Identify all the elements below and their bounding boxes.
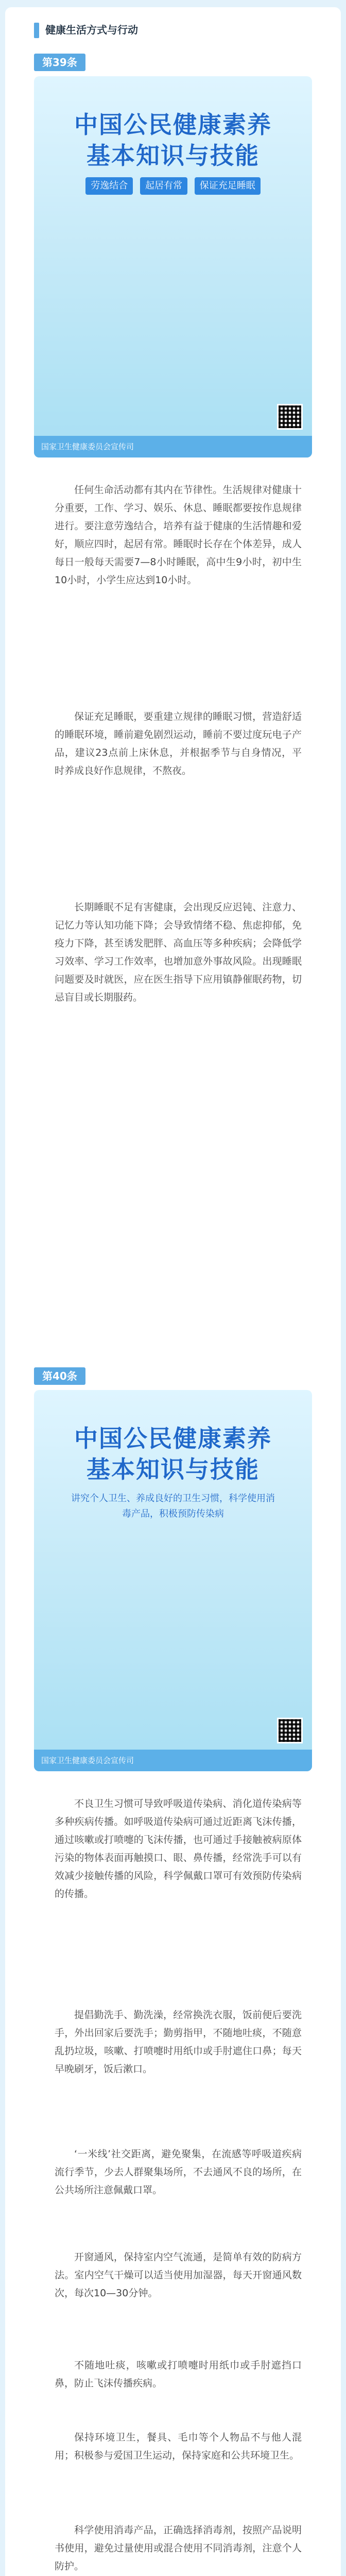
page-header (5, 7, 341, 49)
poster-title (34, 109, 312, 171)
poster-footer: 国家卫生健康委员会宣传司 (34, 1750, 312, 1771)
poster-image (34, 1390, 312, 1771)
paragraph: 保证充足睡眠，要重建立规律的睡眠习惯，营造舒适的睡眠环境，睡前避免剧烈运动，睡前不要过度玩电子产品，建议23点前上床休息，并根据季节与自身情况，平时养成良好作息规律，不熬夜。 (55, 711, 302, 776)
poster-title-line: 基本知识与技能 (86, 142, 260, 170)
poster-subtitle: 讲究个人卫生、养成良好的卫生习惯，科学使用消毒产品，积极预防传染病 (71, 1493, 275, 1519)
poster-title-line: 中国公民健康素养 (74, 1425, 272, 1452)
paragraph: ‘一米线’社交距离，避免聚集，在流感等呼吸道疾病流行季节，少去人群聚集场所，不去通风不良的场所，在公共场所注意佩戴口罩。 (55, 2148, 302, 2196)
poster-title-line: 中国公民健康素养 (74, 111, 272, 139)
paragraph: 任何生命活动都有其内在节律性。生活规律对健康十分重要，工作、学习、娱乐、休息、睡眠都要按作息规律进行。要注意劳逸结合，培养有益于健康的生活情趣和爱好，顺应四时，起居有常。睡眠时长存在个体差异，成人每日一般每天需要7—8小时睡眠，高中生9小时，初中生10小时，小学生应达到10小时。 (55, 484, 302, 586)
poster-tags (70, 177, 276, 195)
poster-tag: 起居有常 (140, 177, 187, 195)
qr-code-icon (277, 1718, 303, 1743)
paragraph: 长期睡眠不足有害健康，会出现反应迟钝、注意力、记忆力等认知功能下降；会导致情绪不稳、焦虑抑郁，免疫力下降，甚至诱发肥胖、高血压等多种疾病；会降低学习效率、学习工作效率，也增加意外事故风险。出现睡眠问题要及时就医，应在医生指导下应用镇静催眠药物，切忌盲目或长期服药。 (55, 902, 302, 1003)
section-label: 第40条 (34, 1367, 85, 1385)
article-section (5, 54, 341, 1352)
poster-tag: 劳逸结合 (85, 177, 133, 195)
accent-bar (34, 23, 39, 38)
paragraph: 保持环境卫生，餐具、毛巾等个人物品不与他人混用；积极参与爱国卫生运动，保持家庭和公共环境卫生。 (55, 2432, 302, 2461)
paragraph: 科学使用消毒产品，正确选择消毒剂，按照产品说明书使用，避免过量使用或混合使用不同消毒剂，注意个人防护。 (55, 2524, 302, 2572)
paragraph: 提倡勤洗手、勤洗澡，经常换洗衣服，饭前便后要洗手，外出回家后要洗手；勤剪指甲，不随地吐痰，不随意乱扔垃圾，咳嗽、打喷嚏时用纸巾或手肘遮住口鼻；每天早晚刷牙，饭后漱口。 (55, 2009, 302, 2075)
poster-footer: 国家卫生健康委员会宣传司 (34, 436, 312, 457)
page (5, 7, 341, 2576)
poster-image (34, 76, 312, 457)
poster-title-line: 基本知识与技能 (86, 1455, 260, 1483)
qr-code-icon (277, 404, 303, 430)
section-label: 第39条 (34, 54, 85, 71)
paragraph: 不良卫生习惯可导致呼吸道传染病、消化道传染病等多种疾病传播。如呼吸道传染病可通过近距离飞沫传播，通过咳嗽或打喷嚏的飞沫传播，也可通过手接触被病原体污染的物体表面再触摸口、眼、鼻传播，经常洗手可以有效减少接触传播的风险，科学佩戴口罩可有效预防传染病的传播。 (55, 1798, 302, 1900)
page-title: 健康生活方式与行动 (45, 24, 138, 36)
poster-tag: 保证充足睡眠 (195, 177, 261, 195)
poster-title (34, 1423, 312, 1485)
paragraph: 不随地吐痰，咳嗽或打喷嚏时用纸巾或手肘遮挡口鼻，防止飞沫传播疾病。 (55, 2360, 302, 2389)
paragraph: 开窗通风，保持室内空气流通，是简单有效的防病方法。室内空气干燥可以适当使用加湿器，每天开窗通风数次，每次10—30分钟。 (55, 2251, 302, 2299)
article-section (5, 1367, 341, 2576)
